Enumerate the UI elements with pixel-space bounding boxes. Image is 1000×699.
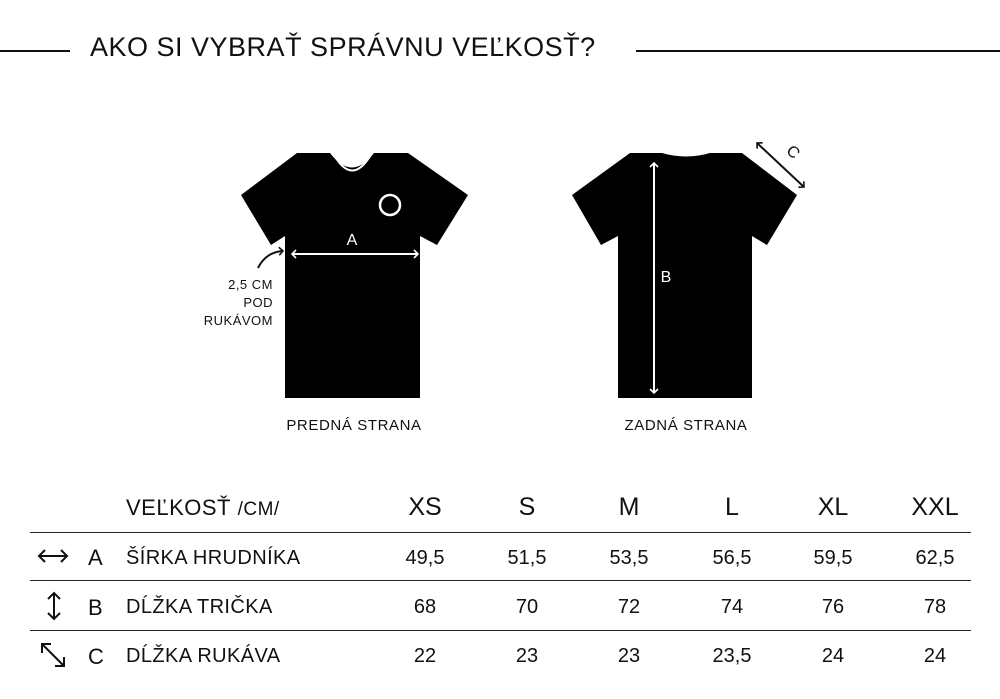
table-cell: 78 [923,596,947,618]
size-xxl-header: XXL [911,493,959,521]
diagonal-arrow-icon [38,640,68,670]
size-m-header: M [618,493,640,521]
measurement-note [204,276,273,330]
table-cell: 23,5 [712,645,752,667]
size-xl-header: XL [817,493,849,521]
title-rule-right [636,50,1000,52]
horizontal-arrow-icon [36,546,70,566]
table-cell: 24 [923,645,947,667]
row-letter: A [88,545,103,570]
table-cell: 24 [821,645,845,667]
row-letter: C [88,644,104,669]
front-caption: PREDNÁ STRANA [286,417,422,434]
row-label: DĹŽKA RUKÁVA [126,645,281,667]
back-shirt [572,143,804,398]
label-b: B [660,269,672,286]
table-cell: 23 [617,645,641,667]
table-divider [30,630,971,631]
tshirt-diagrams [0,90,1000,410]
table-cell: 74 [720,596,744,618]
size-l-header: L [725,493,739,521]
row-label: DĹŽKA TRIČKA [126,596,273,618]
table-cell: 68 [413,596,437,618]
note-pointer-arrow [258,251,283,268]
table-cell: 23 [515,645,539,667]
table-cell: 62,5 [915,547,955,569]
table-cell: 49,5 [405,547,445,569]
row-label: ŠÍRKA HRUDNÍKA [126,547,301,569]
back-caption: ZADNÁ STRANA [624,417,748,434]
front-shirt [241,153,468,398]
note-line-2: POD [243,295,273,310]
title-rule-left [0,50,70,52]
size-header-unit: /CM/ [237,499,280,520]
note-line-3: RUKÁVOM [203,313,273,328]
title-row [0,30,1000,70]
page-title: AKO SI VYBRAŤ SPRÁVNU VEĽKOSŤ? [90,32,596,62]
table-cell: 53,5 [609,547,649,569]
table-cell: 72 [617,596,641,618]
size-header-label [126,495,280,521]
note-line-1: 2,5 CM [228,277,273,292]
table-cell: 22 [413,645,437,667]
table-cell: 59,5 [813,547,853,569]
size-header-text: VEĽKOSŤ [126,495,231,520]
table-divider [30,580,971,581]
label-c: C [782,142,803,163]
label-a: A [346,232,358,249]
row-letter: B [88,595,103,620]
table-cell: 76 [821,596,845,618]
table-divider [30,532,971,533]
size-s-header: S [518,493,536,521]
table-cell: 56,5 [712,547,752,569]
table-cell: 51,5 [507,547,547,569]
vertical-arrow-icon [43,590,65,622]
size-xs-header: XS [408,493,442,521]
table-cell: 70 [515,596,539,618]
